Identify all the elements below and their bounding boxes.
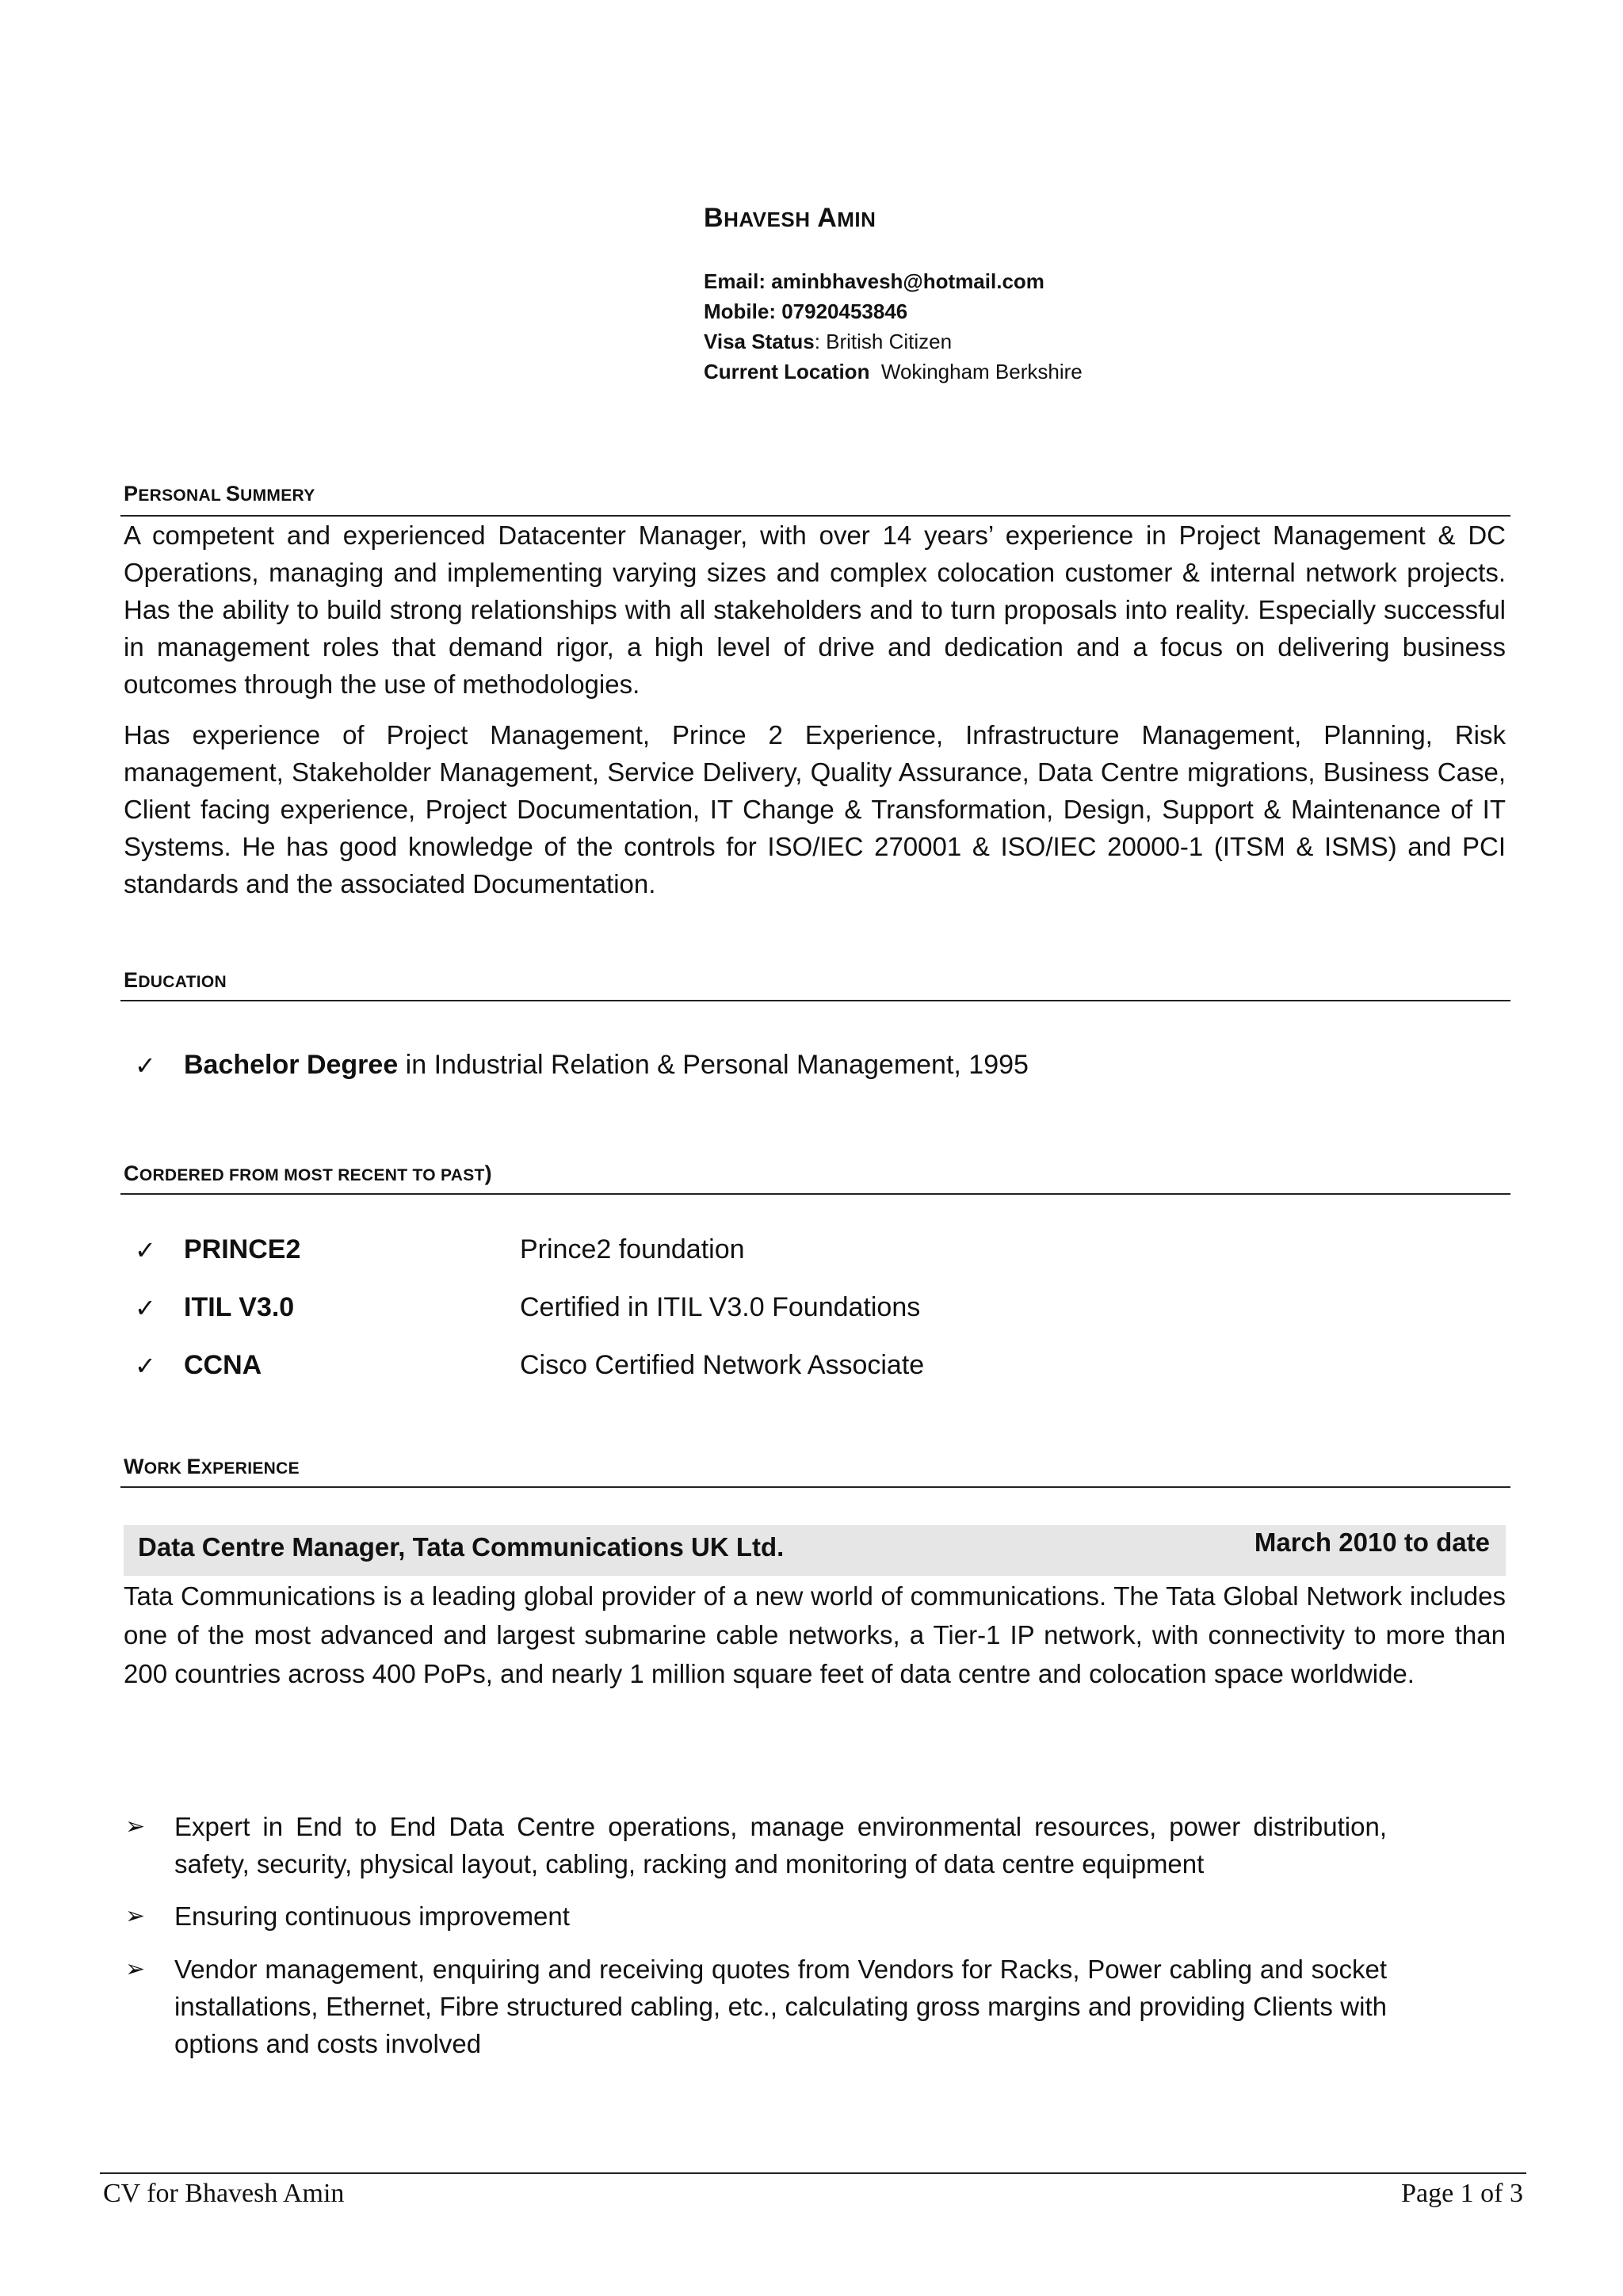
list-item: ➢ Vendor management, enquiring and receiving quotes from Vendors for Racks, Power cabling and socket installations, Ethernet, Fibre structured cabling, etc., calculating gross margins and providing Clients with options and costs involved bbox=[125, 1951, 1387, 2062]
footer-divider bbox=[100, 2172, 1526, 2174]
footer-left: CV for Bhavesh Amin bbox=[103, 2179, 345, 2208]
current-location: Current Location Wokingham Berkshire bbox=[704, 360, 1083, 383]
section-title-certifications: CORDERED FROM MOST RECENT TO PAST) bbox=[124, 1161, 492, 1185]
section-title-education: EDUCATION bbox=[124, 968, 227, 992]
job-date: March 2010 to date bbox=[1254, 1527, 1490, 1557]
education-item bbox=[135, 1050, 1029, 1081]
checkmark-icon: ✓ bbox=[135, 1051, 156, 1080]
cert-row bbox=[135, 1350, 924, 1381]
section-divider bbox=[120, 1193, 1510, 1195]
degree-name: Bachelor Degree bbox=[184, 1050, 399, 1080]
page-number: Page 1 of 3 bbox=[1401, 2179, 1523, 2208]
cert-name: PRINCE2 bbox=[184, 1234, 301, 1264]
checkmark-icon: ✓ bbox=[135, 1351, 156, 1380]
cert-description: Certified in ITIL V3.0 Foundations bbox=[520, 1292, 921, 1322]
section-title-personal-summary: PERSONAL SUMMERY bbox=[124, 482, 315, 505]
checkmark-icon: ✓ bbox=[135, 1293, 156, 1322]
summary-paragraph-1: A competent and experienced Datacenter Manager, with over 14 years’ experience in Project Management & DC Operations, managing and implementing varying sizes and complex colocation customer & internal network projects. Has the ability to build strong relationships with all stakeholders and to turn proposals into reality. Especially successful in management roles that demand rigor, a high level of drive and dedication and a focus on delivering business outcomes through the use of methodologies. bbox=[124, 521, 1506, 699]
list-item: ➢ Ensuring continuous improvement bbox=[125, 1897, 1387, 1935]
company-description: Tata Communications is a leading global provider of a new world of communications. The Tata Global Network includes one of the most advanced and largest submarine cable networks, a Tier-1 IP network, with connectivity to more than 200 countries across 400 PoPs, and nearly 1 million square feet of data centre and colocation space worldwide. bbox=[124, 1581, 1506, 1688]
section-divider bbox=[120, 1000, 1510, 1001]
arrow-bullet-icon: ➢ bbox=[125, 1814, 146, 1840]
candidate-name: BHAVESH AMIN bbox=[704, 203, 876, 233]
checkmark-icon: ✓ bbox=[135, 1235, 156, 1264]
section-title-work-experience: WORK EXPERIENCE bbox=[124, 1455, 300, 1478]
cert-description: Prince2 foundation bbox=[520, 1234, 745, 1264]
cert-name: ITIL V3.0 bbox=[184, 1292, 295, 1322]
visa-status: Visa Status: British Citizen bbox=[704, 330, 953, 353]
job-title: Data Centre Manager, Tata Communications UK Ltd. bbox=[138, 1532, 785, 1562]
cert-name: CCNA bbox=[184, 1350, 262, 1380]
section-divider bbox=[120, 1486, 1510, 1488]
list-item: ➢ Expert in End to End Data Centre operations, manage environmental resources, power distribution, safety, security, physical layout, cabling, racking and monitoring of data centre equipment bbox=[125, 1808, 1387, 1882]
email: Email: aminbhavesh@hotmail.com bbox=[704, 269, 1044, 293]
mobile: Mobile: 07920453846 bbox=[704, 299, 908, 323]
cert-row bbox=[135, 1234, 745, 1265]
arrow-bullet-icon: ➢ bbox=[125, 1956, 146, 1982]
cert-row bbox=[135, 1292, 920, 1323]
arrow-bullet-icon: ➢ bbox=[125, 1903, 146, 1929]
degree-detail: in Industrial Relation & Personal Management, 1995 bbox=[398, 1050, 1029, 1080]
contact-block bbox=[704, 266, 1083, 387]
summary-paragraph-2: Has experience of Project Management, Prince 2 Experience, Infrastructure Management, Planning, Risk management, Stakeholder Management, Service Delivery, Quality Assurance, Data Centre migrations, Business Case, Client facing experience, Project Documentation, IT Change & Transformation, Design, Support & Maintenance of IT Systems. He has good knowledge of the controls for ISO/IEC 270001 & ISO/IEC 20000-1 (ITSM & ISMS) and PCI standards and the associated Documentation. bbox=[124, 720, 1506, 898]
cert-description: Cisco Certified Network Associate bbox=[520, 1350, 925, 1380]
